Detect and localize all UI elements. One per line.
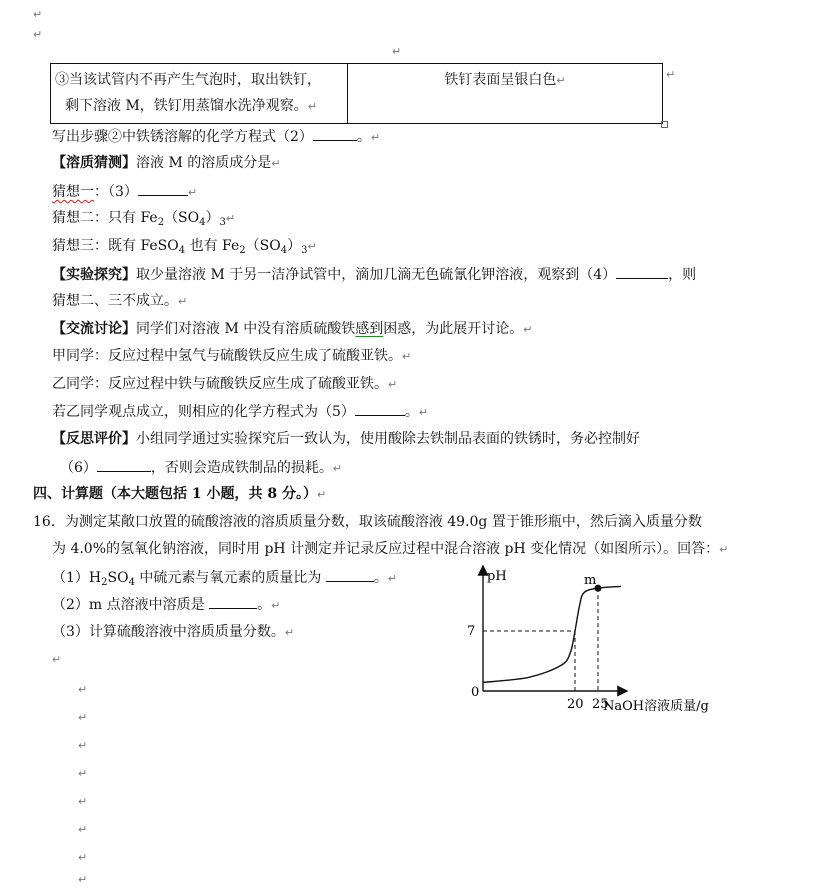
return-mark: ↵ — [178, 295, 188, 308]
y-axis-label: pH — [487, 569, 507, 584]
student-yi-line — [52, 374, 397, 395]
return-mark: ↵ — [78, 851, 88, 864]
return-mark: ↵ — [33, 8, 43, 21]
return-mark: ↵ — [271, 157, 281, 170]
observation-text: 铁钉表面呈银白色 — [444, 72, 557, 88]
y-tick-label: 7 — [467, 624, 476, 639]
discussion-line — [52, 319, 532, 340]
subscript: 3 — [301, 245, 308, 256]
discussion-text-underlined: 感到 — [355, 321, 384, 337]
answer-blank-16-2[interactable] — [209, 594, 257, 609]
x-tick-label: 25 — [592, 697, 609, 712]
return-mark: ↵ — [78, 795, 88, 808]
answer-blank-2[interactable] — [313, 126, 357, 141]
q16-text: 为 4.0%的氢氧化钠溶液，同时用 pH 计测定并记录反应过程中混合溶液 pH 变化情况（如图所示）。回答： — [52, 541, 720, 557]
guess3-text: 也有 Fe — [185, 238, 240, 254]
subscript: 2 — [101, 577, 108, 588]
guess1-text: ：（3） — [94, 184, 138, 200]
subscript: 2 — [239, 245, 246, 256]
table-cell-observation — [348, 64, 663, 124]
q16-part2-text: （2）m 点溶液中溶质是 — [52, 597, 205, 613]
ph-curve — [483, 586, 621, 682]
subscript: 3 — [219, 217, 226, 228]
table-corner-handle[interactable] — [661, 121, 668, 128]
return-mark: ↵ — [78, 739, 88, 752]
reflection-text: ，否则会造成铁制品的损耗。 — [150, 460, 333, 476]
step2-question — [52, 126, 380, 148]
return-mark: ↵ — [33, 28, 43, 41]
return-mark: ↵ — [666, 68, 676, 81]
reflection-line — [52, 429, 640, 449]
section-title: 四、计算题（本大题包括 1 小题，共 8 分。） — [33, 486, 317, 502]
q16-part1-text: （1）H — [52, 570, 102, 586]
reflection-text: （6） — [60, 460, 97, 476]
x-tick-label: 20 — [567, 697, 584, 712]
return-mark: ↵ — [418, 406, 429, 419]
period: 。 — [373, 570, 388, 586]
student-yi-text: 乙同学：反应过程中铁与硫酸铁反应生成了硫酸亚铁。 — [52, 376, 388, 392]
q16-part1 — [52, 567, 397, 589]
return-mark: ↵ — [316, 488, 327, 501]
return-mark: ↵ — [78, 873, 88, 886]
answer-blank-4[interactable] — [616, 264, 668, 279]
experiment-table — [50, 63, 663, 124]
equation-question — [52, 401, 428, 423]
return-mark: ↵ — [402, 350, 412, 363]
return-mark: ↵ — [78, 711, 88, 724]
experiment-heading: 【实验探究】 — [52, 267, 136, 283]
answer-blank-5[interactable] — [355, 401, 405, 416]
period: 。 — [257, 597, 272, 613]
period: 。 — [404, 404, 419, 420]
return-mark: ↵ — [523, 323, 533, 336]
return-mark: ↵ — [78, 683, 88, 696]
point-m-label: m — [584, 573, 597, 589]
cell-text-line2: 剩下溶液 M，铁钉用蒸馏水洗净观察。 — [65, 98, 308, 114]
q16-part1-text: SO — [107, 570, 129, 586]
guess1-label: 猜想一 — [52, 184, 94, 200]
origin-label: 0 — [471, 685, 480, 700]
return-mark: ↵ — [719, 543, 729, 556]
return-mark: ↵ — [307, 100, 318, 113]
experiment-text: 取少量溶液 M 于另一洁净试管中，滴加几滴无色硫氰化钾溶液，观察到（4） — [136, 267, 617, 283]
q16-text: 16．为测定某敞口放置的硫酸溶液的溶质质量分数，取该硫酸溶液 49.0g 置于锥形瓶中，然后滴入质量分数 — [33, 514, 702, 530]
return-mark: ↵ — [392, 45, 402, 58]
subscript: 2 — [157, 217, 165, 228]
discussion-text: 同学们对溶液 M 中没有溶质硫酸铁 — [136, 321, 356, 337]
q16-part3 — [52, 622, 294, 643]
q16-part1-text: 中硫元素与氧元素的质量比为 — [134, 570, 322, 586]
experiment-conclusion: 猜想二、三不成立。 — [52, 293, 178, 309]
subscript: 4 — [178, 245, 186, 256]
return-mark: ↵ — [187, 186, 198, 199]
guess2-text: ） — [205, 210, 220, 226]
guess3-line — [52, 236, 317, 257]
q16-line2 — [52, 539, 728, 560]
guess-intro: 溶液 M 的溶质成分是 — [136, 155, 272, 171]
student-jia-text: 甲同学：反应过程中氢气与硫酸铁反应生成了硫酸亚铁。 — [52, 348, 402, 364]
return-mark: ↵ — [388, 378, 398, 391]
guess-heading-line — [52, 153, 280, 174]
subscript: 4 — [280, 245, 288, 256]
return-mark: ↵ — [78, 823, 88, 836]
answer-blank-16-1[interactable] — [326, 567, 374, 582]
return-mark: ↵ — [387, 572, 398, 585]
experiment-line2 — [52, 291, 187, 312]
reflection-text: 小组同学通过实验探究后一致认为，使用酸除去铁制品表面的铁锈时，务必控制好 — [136, 431, 640, 447]
guess-heading: 【溶质猜测】 — [52, 155, 136, 171]
guess2-text: （SO — [164, 210, 200, 226]
period: 。 — [356, 129, 371, 145]
q16-line1 — [33, 512, 702, 532]
guess3-text: 猜想三：既有 FeSO — [52, 238, 179, 254]
return-mark: ↵ — [78, 767, 88, 780]
q16-part2 — [52, 594, 280, 616]
guess3-text: （SO — [245, 238, 281, 254]
return-mark: ↵ — [271, 599, 281, 612]
reflection-heading: 【反思评价】 — [52, 431, 136, 447]
table-cell-step3 — [51, 64, 348, 124]
equation-text: 若乙同学观点成立，则相应的化学方程式为（5） — [52, 404, 355, 420]
student-jia-line — [52, 346, 411, 367]
guess1-line — [52, 181, 197, 203]
return-mark: ↵ — [307, 240, 317, 253]
guess2-line — [52, 208, 235, 229]
step2-text: 写出步骤②中铁锈溶解的化学方程式（2） — [52, 129, 313, 145]
return-mark: ↵ — [370, 131, 381, 144]
subscript: 4 — [199, 217, 206, 228]
discussion-text: 困惑，为此展开讨论。 — [383, 321, 524, 337]
ph-chart — [455, 560, 745, 730]
reflection-line2 — [60, 457, 342, 479]
return-mark: ↵ — [332, 462, 343, 475]
table-row — [51, 64, 663, 124]
return-mark: ↵ — [52, 653, 62, 666]
subscript: 4 — [128, 577, 135, 588]
return-mark: ↵ — [556, 74, 566, 87]
experiment-line — [52, 264, 696, 285]
q16-part3-text: （3）计算硫酸溶液中溶质质量分数。 — [52, 624, 285, 640]
guess3-text: ） — [287, 238, 302, 254]
cell-text-line1: ③当该试管内不再产生气泡时，取出铁钉， — [55, 72, 321, 88]
return-mark: ↵ — [225, 212, 236, 225]
section-four-heading — [33, 484, 326, 505]
return-mark: ↵ — [284, 626, 295, 639]
discussion-heading: 【交流讨论】 — [52, 321, 136, 337]
answer-blank-3[interactable] — [138, 181, 188, 196]
guess2-text: 猜想二：只有 Fe — [52, 210, 158, 226]
experiment-tail: ，则 — [668, 267, 697, 283]
answer-blank-6[interactable] — [97, 457, 151, 472]
x-axis-label: NaOH溶液质量/g — [603, 699, 709, 714]
